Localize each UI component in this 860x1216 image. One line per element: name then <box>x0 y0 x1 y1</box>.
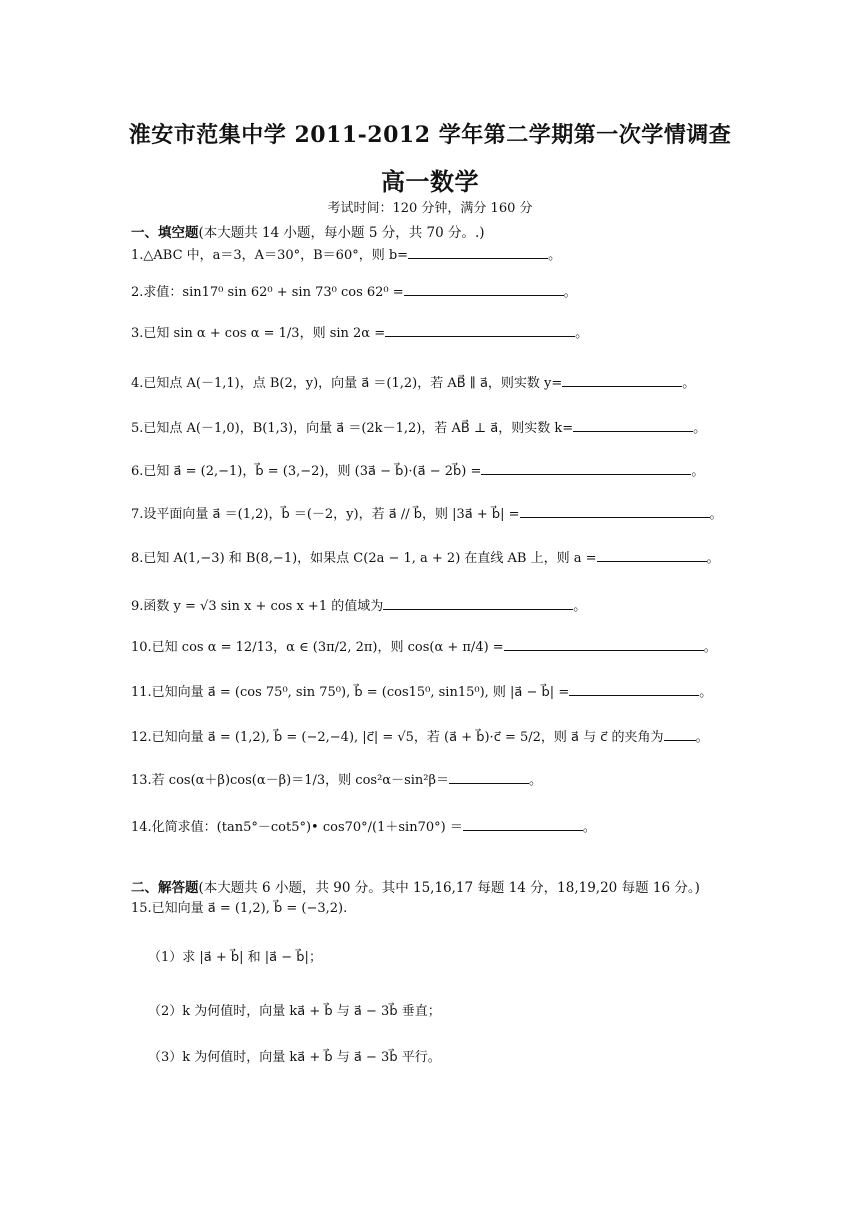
exam-info: 考试时间：120 分钟，满分 160 分 <box>327 201 533 216</box>
question-15-part-1: （1）求 |a⃗ + b⃗| 和 |a⃗ − b⃗|； <box>148 950 322 965</box>
question-15-part-2: （2）k 为何值时，向量 ka⃗ + b⃗ 与 a⃗ − 3b⃗ 垂直； <box>148 1004 441 1019</box>
answer-blank[interactable] <box>562 372 682 387</box>
end-mark: 。 <box>573 599 587 614</box>
question-text: 9.函数 y = √3 sin x + cos x +1 的值域为 <box>131 599 384 614</box>
end-mark: 。 <box>693 421 707 436</box>
answer-blank[interactable] <box>597 547 707 562</box>
question-13 <box>131 769 731 789</box>
answer-blank[interactable] <box>408 244 548 259</box>
answer-blank[interactable] <box>520 503 710 518</box>
question-text: 10.已知 cos α = 12/13，α ∈ (3π/2, 2π)，则 cos(α + π/4) = <box>131 640 504 655</box>
question-1 <box>131 244 731 264</box>
answer-blank[interactable] <box>463 816 583 831</box>
question-11 <box>131 681 731 701</box>
end-mark: 。 <box>691 464 705 479</box>
question-15-part-3: （3）k 为何值时，向量 ka⃗ + b⃗ 与 a⃗ − 3b⃗ 平行。 <box>148 1050 441 1065</box>
end-mark: 。 <box>548 248 562 263</box>
end-mark: 。 <box>709 507 723 522</box>
end-mark: 。 <box>529 773 543 788</box>
answer-blank[interactable] <box>481 460 691 475</box>
answer-blank[interactable] <box>385 322 575 337</box>
question-8 <box>131 547 731 567</box>
end-mark: 。 <box>575 326 589 341</box>
answer-blank[interactable] <box>573 417 693 432</box>
end-mark: 。 <box>699 685 713 700</box>
answer-blank[interactable] <box>504 636 704 651</box>
question-text: 14.化简求值：(tan5°－cot5°)• cos70°/(1＋sin70°) ＝ <box>131 820 463 835</box>
question-text: 7.设平面向量 a⃗ ＝(1,2)，b⃗ ＝(－2，y)，若 a⃗ // b⃗，则 |3a⃗ + b⃗| = <box>131 507 520 522</box>
question-7 <box>131 503 731 523</box>
question-text: 8.已知 A(1,−3) 和 B(8,−1)，如果点 C(2a − 1, a + 2) 在直线 AB 上，则 a = <box>131 551 597 566</box>
question-text: 12.已知向量 a⃗ = (1,2), b⃗ = (−2,−4), |c⃗| = √5，若 (a⃗ + b⃗)·c⃗ = 5/2，则 a⃗ 与 c⃗ 的夹角为 <box>131 730 664 745</box>
end-mark: 。 <box>695 730 709 745</box>
question-text: 3.已知 sin α + cos α = 1/3，则 sin 2α = <box>131 326 386 341</box>
end-mark: 。 <box>703 640 717 655</box>
end-mark: 。 <box>582 820 596 835</box>
end-mark: 。 <box>682 376 696 391</box>
question-15-stem: 15.已知向量 a⃗ = (1,2), b⃗ = (−3,2). <box>131 901 348 916</box>
section-2-name: 二、解答题 <box>131 880 199 896</box>
question-5 <box>131 417 731 437</box>
question-2 <box>131 281 731 301</box>
question-9 <box>131 595 731 615</box>
question-4 <box>131 372 731 392</box>
end-mark: 。 <box>563 285 577 300</box>
section-2-desc: (本大题共 6 小题，共 90 分。其中 15,16,17 每题 14 分，18,19,20 每题 16 分。) <box>198 880 700 896</box>
question-3 <box>131 322 731 342</box>
section-1-desc: (本大题共 14 小题，每小题 5 分，共 70 分。.) <box>198 225 485 241</box>
question-text: 4.已知点 A(－1,1)，点 B(2，y)，向量 a⃗ ＝(1,2)，若 AB⃗ ∥ a⃗，则实数 y= <box>131 376 563 391</box>
question-10 <box>131 636 731 656</box>
question-text: 6.已知 a⃗ = (2,−1)，b⃗ = (3,−2)，则 (3a⃗ − b⃗)·(a⃗ − 2b⃗) = <box>131 464 482 479</box>
answer-blank[interactable] <box>449 769 529 784</box>
question-text: 11.已知向量 a⃗ = (cos 75⁰, sin 75⁰), b⃗ = (cos15⁰, sin15⁰), 则 |a⃗ − b⃗| = <box>131 685 570 700</box>
end-mark: 。 <box>706 551 720 566</box>
question-text: 5.已知点 A(－1,0)，B(1,3)，向量 a⃗ ＝(2k－1,2)，若 AB⃗ ⊥ a⃗，则实数 k= <box>131 421 574 436</box>
section-1-heading <box>131 221 485 241</box>
section-1-name: 一、填空题 <box>131 225 199 241</box>
answer-blank[interactable] <box>404 281 564 296</box>
section-2-heading <box>131 876 700 896</box>
question-12 <box>131 726 731 746</box>
subject-title: 高一数学 <box>381 167 479 196</box>
document-title: 淮安市范集中学 2011-2012 学年第二学期第一次学情调查 <box>128 122 732 148</box>
answer-blank[interactable] <box>569 681 699 696</box>
question-14 <box>131 816 731 836</box>
question-6 <box>131 460 731 480</box>
question-text: 2.求值：sin17⁰ sin 62⁰ + sin 73⁰ cos 62⁰ = <box>131 285 404 300</box>
question-text: 1.△ABC 中，a＝3，A＝30°，B＝60°，则 b= <box>131 248 409 263</box>
answer-blank[interactable] <box>664 726 696 741</box>
answer-blank[interactable] <box>383 595 573 610</box>
question-text: 13.若 cos(α＋β)cos(α－β)＝1/3，则 cos²α－sin²β＝ <box>131 773 449 788</box>
